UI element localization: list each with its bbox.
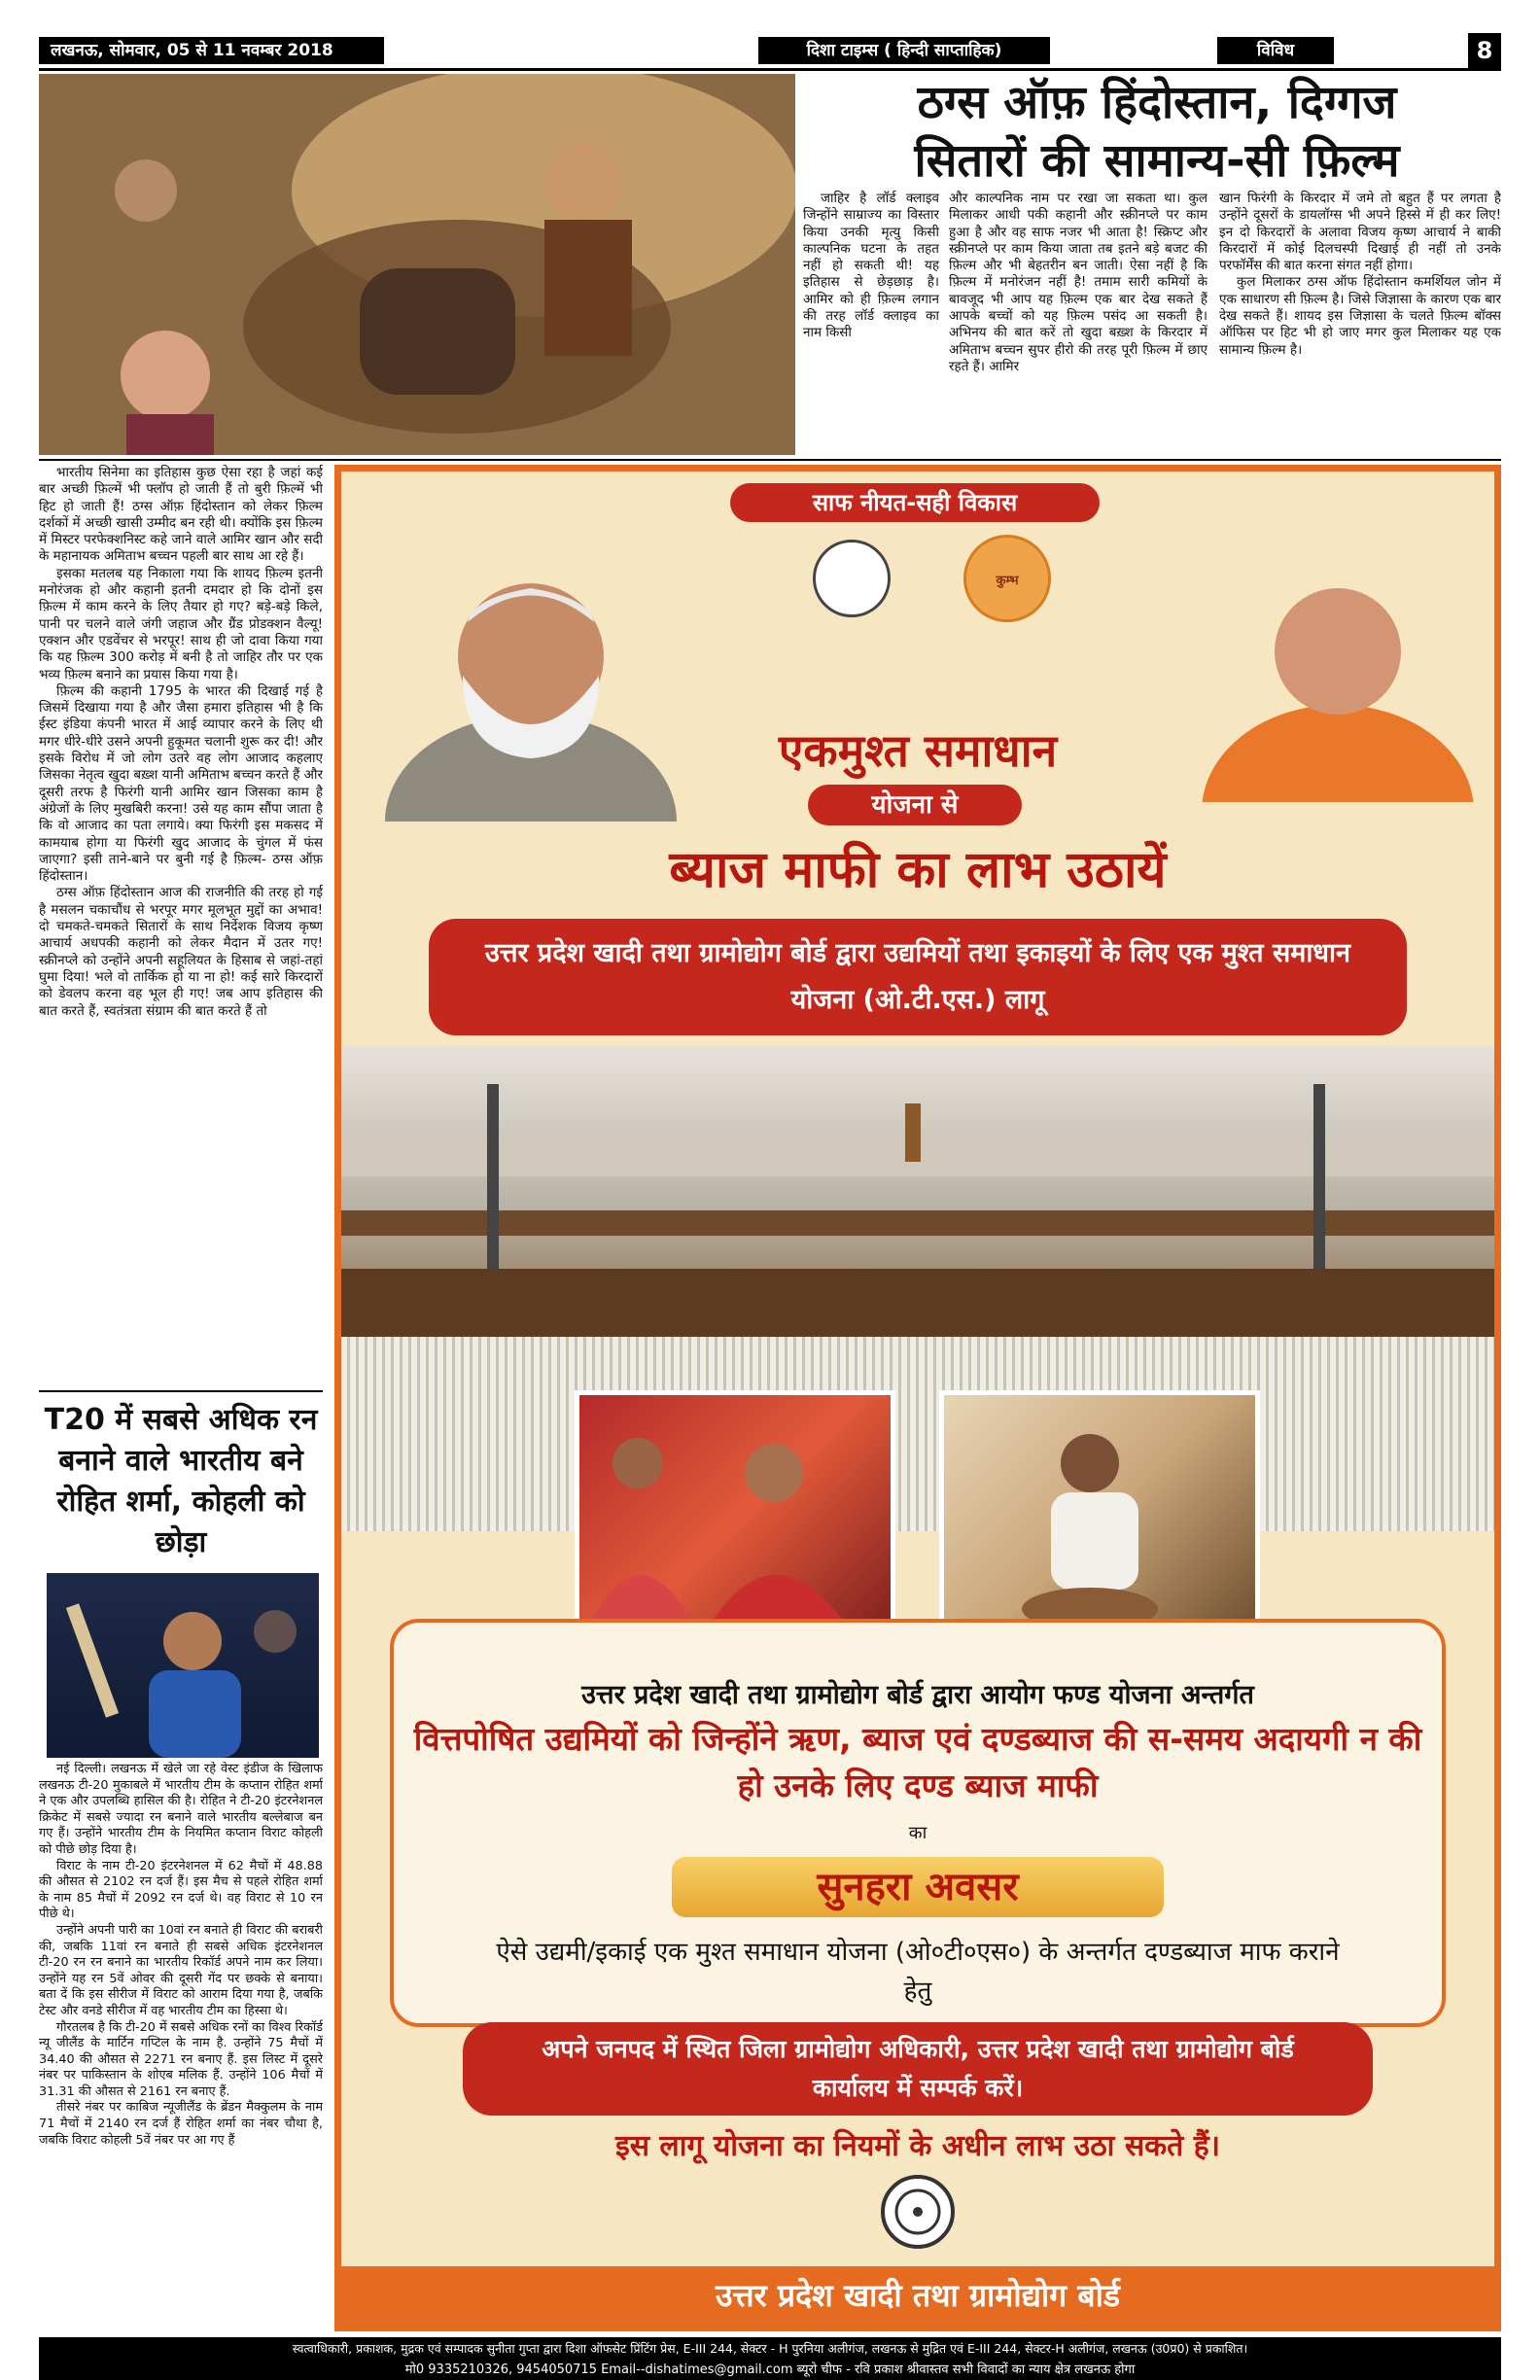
main-headline-line2: सितारों की सामान्य-सी फ़िल्म xyxy=(914,134,1400,188)
cricket-para: गौरतलब है कि टी-20 में सबसे अधिक रनों का विश्व रिकॉर्ड न्यू जीलैंड के मार्टिन गप्टिल के नाम है. उन्होंने 75 मैचों में 34.40 की औसत से 2271 रन बनाए हैं. इस लिस्ट में दूसरे नंबर पर पाकिस्तान के शोएब मलिक हैं. उन्होंने 106 मैचों में 31.31 की औसत से 2161 रन बनाए हैं. xyxy=(39,2019,323,2099)
film-still-illustration xyxy=(39,74,795,455)
ad-title-line3: ब्याज माफी का लाभ उठायें xyxy=(669,841,1167,899)
cricket-headline: T20 में सबसे अधिक रन बनाने वाले भारतीय बने रोहित शर्मा, कोहली को छोड़ा xyxy=(44,1403,318,1559)
yarn-warp-photo xyxy=(341,1337,1494,1531)
up-government-emblem xyxy=(813,540,891,617)
ad-tagline: साफ नीयत-सही विकास xyxy=(730,483,1100,522)
charkha-icon xyxy=(885,2179,951,2245)
header-rule xyxy=(39,68,1501,71)
potter-illustration xyxy=(944,1395,1255,1648)
ad-connector-word: का xyxy=(908,1823,928,1843)
loom-photo xyxy=(341,1045,1494,1337)
col3-para2: कुल मिलाकर ठग्स ऑफ हिंदोस्तान कमर्शियल जोन में एक साधारण सी फ़िल्म है। जिसे जिज्ञासा के कारण एक बार देख सकते हैं। शायद इस जिज्ञासा के चलते फ़िल्म बॉक्स ऑफिस पर हिट भी हो जाए मगर कुल मिलाकर यह एक सामान्य फ़िल्म है। xyxy=(1219,274,1501,358)
story-column-2 xyxy=(949,191,1208,455)
women-weavers-photo xyxy=(575,1390,895,1653)
ad-penalty-waiver-text: वित्तपोषित उद्यमियों को जिन्होंने ऋण, ब्याज एवं दण्डब्याज की स-समय अदायगी न की हो उनके लिए दण्ड ब्याज माफी xyxy=(413,1720,1422,1804)
khadi-advertisement xyxy=(334,465,1501,2331)
story-column-3 xyxy=(1219,191,1501,455)
paper-name: दिशा टाइम्स ( हिन्दी साप्ताहिक) xyxy=(758,37,1050,64)
ad-title-line2: योजना से xyxy=(808,785,1022,825)
col2-text: और काल्पनिक नाम पर रखा जा सकता था। कुल मिलाकर आधी पकी कहानी और स्क्रीनप्ले पर काम हुआ है और वह साफ नजर भी आता है! स्क्रिप्ट और स्क्रीनप्ले पर काम किया जाता तब इतने बड़े बजट की फ़िल्म और भी बेहतरीन बन जाती। ऐसा नहीं है कि फ़िल्म में मनोरंजन नहीं है! तमाम सारी कमियों के बावजूद भी आप यह फ़िल्म एक बार देख सकते हैं आपके बच्चों को यह फ़िल्म पसंद आ सकती है। अभिनय की बात करें तो खुदा बख़्श के किरदार में अमिताभ बच्चन सुपर हीरो की तरह पूरी फ़िल्म में छाए रहते हैं। आमिर xyxy=(949,191,1208,374)
loom-illustration xyxy=(341,1045,1494,1337)
footer-contact: मो0 9335210326, 9454050715 Email--dishatimes@gmail.com ब्यूरो चीफ - रवि प्रकाश श्रीवास्तव सभी विवादों का न्याय क्षेत्र लखनऊ होगा xyxy=(39,2361,1501,2380)
khadi-board-logo xyxy=(881,2175,955,2249)
left-col-para: फ़िल्म की कहानी 1795 के भारत की दिखाई गई है जिसमें दिखाया गया है और जैसा हमारा इतिहास भी है कि ईस्ट इंडिया कंपनी भारत में आई व्यापार करने के लिए थी मगर धीरे-धीरे उसने अपनी हुकूमत चलानी शुरू कर दी! और इसके विरोध में जो लोग उतरे वह लोग आजाद कहलाए जिसका नेतृत्व खुदा बख़्श यानी अमिताभ बच्चन करते हैं और दूसरी तरफ है फिरंगी यानी आमिर खान जिसका काम है अंग्रेजों के लिए मुखबिरी करना! उसे यह काम सौंपा जाता है कि वो आजाद का पता लगाये। क्या फिरंगी इस मकसद में कामयाब होगा या फिरंगी खुद आजाद के चुंगल में फंस जाएगा? इसी ताने-बाने पर बुनी गई है फ़िल्म- ठग्स ऑफ़ हिंदोस्तान। xyxy=(39,682,323,885)
ad-subheading: उत्तर प्रदेश खादी तथा ग्रामोद्योग बोर्ड द्वारा आयोग फण्ड योजना अन्तर्गत xyxy=(581,1680,1254,1710)
col3-text: खान फिरंगी के किरदार में जमे तो बहुत हैं पर लगता है उन्होंने दूसरों के डायलॉग्स भी अपने हिस्से में ही कर लिए! इन दो किरदारों के अलावा विजय कृष्ण आचार्य ने बाकी किरदारों में कोई दिलचस्पी दिखाई ही नहीं तो उनके परफॉर्मेंस की बात करना संगत नहीं होगा। xyxy=(1219,191,1501,274)
footer-imprint: स्वत्वाधिकारी, प्रकाशक, मुद्रक एवं सम्पादक सुनीता गुप्ता द्वारा दिशा ऑफसेट प्रिंटिंग प्रेस, E-III 244, सेक्टर - H पुरनिया अलीगंज, लखनऊ से मुद्रित एवं E-III 244, सेक्टर-H अलीगंज, लखनऊ (उ0प्र0) से प्रकाशित। xyxy=(39,2337,1501,2361)
cricket-para: विराट के नाम टी-20 इंटरनेशनल में 62 मैचों में 48.88 की औसत से 2102 रन दर्ज हैं। इस मैच से पहले रोहित शर्मा के नाम 85 मैचों में 2092 रन दर्ज थे। वह विराट से 10 रन पीछे थे। xyxy=(39,1858,323,1922)
cricket-para: उन्होंने अपनी पारी का 10वां रन बनाते ही विराट की बराबरी की, जबकि 11वां रन बनाते ही सबसे अधिक इंटरनेशनल टी-20 रन रन बनाने का भारतीय रिकॉर्ड अपने नाम कर लिया। उन्होंने यह रन 5वें ओवर की दूसरी गेंद पर छक्के से बनाया। बता दें कि इस सीरीज में विराट को आराम दिया गया है, जबकि टेस्ट और वनडे सीरीज में वह भारतीय टीम का हिस्सा थे। xyxy=(39,1922,323,2018)
film-still-photo xyxy=(39,74,795,455)
main-headline xyxy=(813,74,1501,191)
ad-contact-banner: अपने जनपद में स्थित जिला ग्रामोद्योग अधिकारी, उत्तर प्रदेश खादी तथा ग्रामोद्योग बोर्ड कार्यालय में सम्पर्क करें। xyxy=(463,2022,1373,2116)
ad-benefit-text: इस लागू योजना का नियमों के अधीन लाभ उठा सकते हैं। xyxy=(614,2129,1221,2163)
cricket-para: तीसरे नंबर पर काबिज न्यूजीलैंड के ब्रेंडन मैक्कुलम के नाम 71 मैचों में 2140 रन दर्ज हैं रोहित शर्मा का नंबर चौथा है, जबकि विराट कोहली 5वें नंबर पर आ गए हैं xyxy=(39,2100,323,2148)
kumbh-logo: कुम्भ xyxy=(963,535,1051,622)
weavers-illustration xyxy=(579,1395,891,1648)
main-headline-line1: ठग्स ऑफ़ हिंदोस्तान, दिग्गज xyxy=(917,76,1397,129)
potter-photo xyxy=(939,1390,1260,1653)
dateline: लखनऊ, सोमवार, 05 से 11 नवम्बर 2018 xyxy=(39,37,384,64)
ad-board-name: उत्तर प्रदेश खादी तथा ग्रामोद्योग बोर्ड xyxy=(341,2266,1494,2325)
cricket-story-body xyxy=(39,1762,323,2331)
column-rule xyxy=(39,1390,323,1392)
golden-opportunity-banner: सुनहरा अवसर xyxy=(672,1857,1164,1917)
cricket-para: नई दिल्ली। लखनऊ में खेले जा रहे वेस्ट इंडीज के खिलाफ लखनऊ टी-20 मुकाबले में भारतीय टीम के कप्तान रोहित शर्मा ने एक और उपलब्धि हासिल की है। रोहित ने टी-20 इंटरनेशनल क्रिकेट में सबसे ज्यादा रन बनाने वाले भारतीय बल्लेबाज बन गए हैं। उन्होंने भारतीय टीम के नियमित कप्तान विराट कोहली को पीछे छोड़ दिया है। xyxy=(39,1762,323,1857)
page-number: 8 xyxy=(1468,33,1501,68)
left-col-para: ठग्स ऑफ़ हिंदोस्तान आज की राजनीति की तरह हो गई है मसलन चकाचौंध से भरपूर मगर मूलभूत मुद्दों का अभाव! दो चमकते-चमकते सितारों के साथ निर्देशक विजय कृष्ण आचार्य अधपकी कहानी को लेकर मैदान में उतर गए! स्क्रीनप्ले को उन्होंने अपनी सहूलियत के हिसाब से जहां-तहां घुमा दिया! भले वो तार्किक हो या ना हो! कई सारे किरदारों को डेवलप करना वह भूल ही गए! जब आप इतिहास की बात करते हैं, स्वतंत्रता संग्राम की बात करते हैं तो xyxy=(39,885,323,1019)
narrow-col-text: जाहिर है लॉर्ड क्लाइव जिन्होंने साम्राज्य का विस्तार किया उनकी मृत्यु किसी काल्पनिक घटना के तहत नहीं हो सकती थी! यह इतिहास से छेड़छाड़ है। आमिर को ही फ़िल्म लगान की तरह लॉर्ड क्लाइव का नाम किसी xyxy=(803,191,939,341)
ad-title-line1: एकमुश्त समाधान xyxy=(778,724,1058,777)
section-rule xyxy=(39,459,1501,461)
left-col-para: इसका मतलब यह निकाला गया कि शायद फ़िल्म इतनी मनोरंजक हो और कहानी इतनी दमदार हो कि दोनों इस फ़िल्म में काम करने के लिए तैयार हो गए? बड़े-बड़े किले, पानी पर चलने वाले जंगी जहाज और ग्रैंड प्रोडक्शन वैल्यू! एक्शन और एडवेंचर से भरपूर! साथ ही जो दावा किया गया कि यह फ़िल्म 300 करोड़ में बनी है तो जाहिर तौर पर एक भव्य फ़िल्म बनाने का प्रयास किया गया है। xyxy=(39,565,323,682)
left-col-para: भारतीय सिनेमा का इतिहास कुछ ऐसा रहा है जहां कई बार अच्छी फ़िल्में भी फ्लॉप हो जाती हैं तो बुरी फ़िल्में भी हिट हो जाती हैं! ठग्स ऑफ़ हिंदोस्तान को लेकर फ़िल्म दर्शकों में अच्छी खासी उम्मीद बन रही थी। क्योंकि इस फ़िल्म में मिस्टर परफेक्शनिस्ट कहे जाने वाले आमिर खान और सदी के महानायक अमिताभ बच्चन पहली बार साथ आ रहे हैं। xyxy=(39,465,323,565)
section-tag: विविध xyxy=(1217,37,1334,64)
ad-scheme-text: ऐसे उद्यमी/इकाई एक मुश्त समाधान योजना (ओ०टी०एस०) के अन्तर्गत दण्डब्याज माफ कराने हेतु xyxy=(496,1938,1340,2006)
story-narrow-column xyxy=(803,191,939,455)
story-left-column xyxy=(39,465,323,1386)
cricket-photo-illustration xyxy=(47,1573,319,1758)
rohit-sharma-photo xyxy=(47,1573,319,1758)
ad-announcement-banner: उत्तर प्रदेश खादी तथा ग्रामोद्योग बोर्ड द्वारा उद्यमियों तथा इकाइयों के लिए एक मुश्त समाधान योजना (ओ.टी.एस.) लागू xyxy=(429,919,1407,1035)
